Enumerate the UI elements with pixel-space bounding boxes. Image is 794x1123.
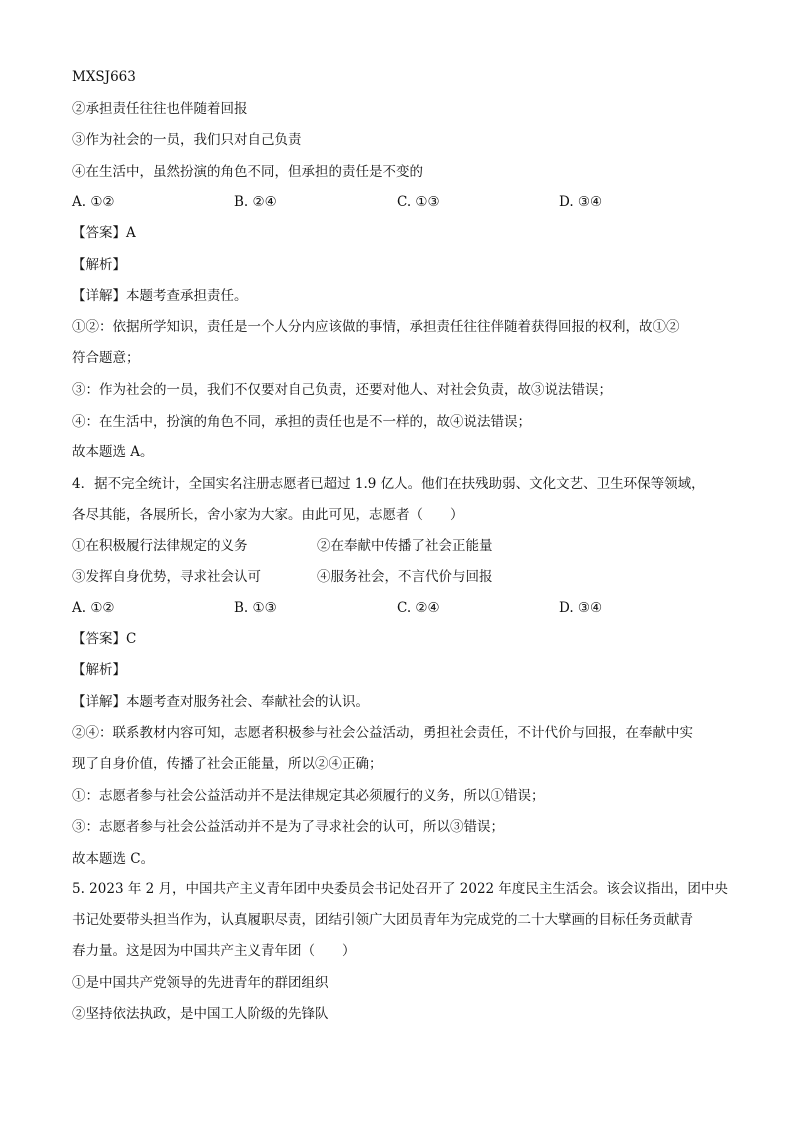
q3-option-b: B. ②④ — [234, 194, 277, 210]
q4-explanation-3: ③：志愿者参与社会公益活动并不是为了寻求社会的认可，所以③错误； — [72, 819, 504, 835]
q4-option-d: D. ③④ — [559, 600, 603, 616]
q5-item-1: ①是中国共产党领导的先进青年的群团组织 — [72, 975, 329, 991]
q3-option-a: A. ①② — [72, 194, 115, 210]
q4-item-1: ①在积极履行法律规定的义务 — [72, 538, 248, 554]
q3-detail: 【详解】本题考查承担责任。 — [72, 288, 248, 304]
q3-explanation-1b: 符合题意； — [72, 350, 140, 366]
q4-conclusion: 故本题选 C。 — [72, 851, 155, 867]
q5-stem-2: 书记处要带头担当作为，认真履职尽责，团结引领广大团员青年为完成党的二十大擘画的目标任务贡献青 — [72, 912, 693, 928]
q3-explanation-2: ③：作为社会的一员，我们不仅要对自己负责，还要对他人、对社会负责，故③说法错误； — [72, 382, 612, 398]
q4-explanation-1a: ②④：联系教材内容可知，志愿者积极参与社会公益活动，勇担社会责任，不计代价与回报，在奉献中实 — [72, 725, 693, 741]
q4-explanation-1b: 现了自身价值，传播了社会正能量，所以②④正确； — [72, 756, 383, 772]
q4-item-2: ②在奉献中传播了社会正能量 — [317, 538, 493, 554]
q4-analysis-title: 【解析】 — [72, 662, 126, 678]
q3-item-4: ④在生活中，虽然扮演的角色不同，但承担的责任是不变的 — [72, 164, 423, 180]
q4-option-b: B. ①③ — [234, 600, 277, 616]
header-code: MXSJ663 — [72, 69, 136, 85]
q4-stem-1: 4．据不完全统计，全国实名注册志愿者已超过 1.9 亿人。他们在扶残助弱、文化文艺、卫生环保等领域， — [72, 476, 705, 492]
q5-item-2: ②坚持依法执政，是中国工人阶级的先锋队 — [72, 1006, 329, 1022]
q3-explanation-1a: ①②：依据所学知识，责任是一个人分内应该做的事情，承担责任往往伴随着获得回报的权利，故①② — [72, 319, 680, 335]
q4-detail: 【详解】本题考查对服务社会、奉献社会的认识。 — [72, 694, 369, 710]
q3-item-3: ③作为社会的一员，我们只对自己负责 — [72, 132, 302, 148]
q3-option-c: C. ①③ — [397, 194, 440, 210]
q3-answer: 【答案】A — [72, 225, 136, 241]
q3-item-2: ②承担责任往往也伴随着回报 — [72, 101, 248, 117]
q4-stem-2: 各尽其能，各展所长，舍小家为大家。由此可见，志愿者（ ） — [72, 507, 464, 523]
q4-option-a: A. ①② — [72, 600, 115, 616]
q4-item-3: ③发挥自身优势，寻求社会认可 — [72, 569, 261, 585]
q3-analysis-title: 【解析】 — [72, 257, 126, 273]
q3-conclusion: 故本题选 A。 — [72, 444, 154, 460]
q5-stem-3: 春力量。这是因为中国共产主义青年团（ ） — [72, 943, 356, 959]
q3-explanation-3: ④：在生活中，扮演的角色不同，承担的责任也是不一样的，故④说法错误； — [72, 414, 531, 430]
q3-option-d: D. ③④ — [559, 194, 603, 210]
q4-answer: 【答案】C — [72, 631, 137, 647]
q4-option-c: C. ②④ — [397, 600, 440, 616]
q5-stem-1: 5. 2023 年 2 月，中国共产主义青年团中央委员会书记处召开了 2022 年度民主生活会。该会议指出，团中央 — [72, 881, 728, 897]
q4-item-4: ④服务社会，不言代价与回报 — [317, 569, 493, 585]
q4-explanation-2: ①：志愿者参与社会公益活动并不是法律规定其必须履行的义务，所以①错误； — [72, 788, 545, 804]
